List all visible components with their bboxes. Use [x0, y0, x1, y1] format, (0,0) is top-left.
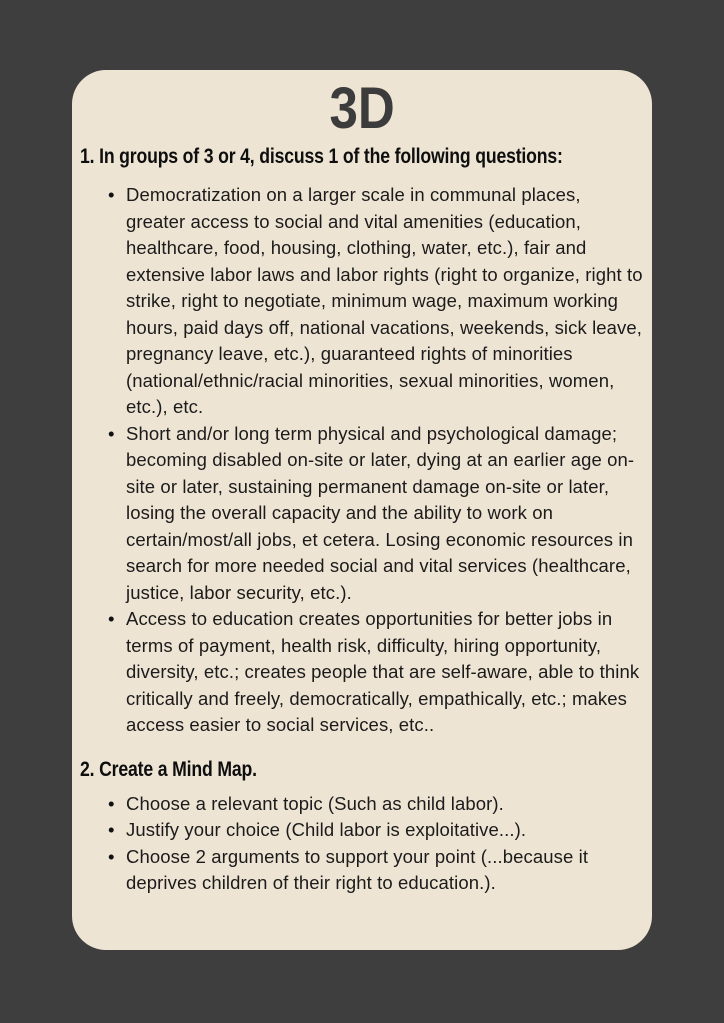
list-item: • Democratization on a larger scale in communal places, greater access to social and vital amenities (education, healthcare, food, housing, clothing, water, etc.), fair and extensive labor laws and labor rights (right to organize, right to strike, right to negotiate, minimum wage, maximum working hours, paid days off, national vacations, weekends, sick leave, pregnancy leave, etc.), guaranteed rights of minorities (national/ethnic/racial minorities, sexual minorities, women, etc.), etc.	[126, 182, 644, 421]
section-2-bullet-list	[80, 791, 644, 897]
section-1-heading	[80, 145, 644, 169]
list-item: • Choose 2 arguments to support your point (...because it deprives children of their right to education.).	[126, 844, 644, 897]
list-item: • Choose a relevant topic (Such as child labor).	[126, 791, 644, 818]
card-title	[80, 76, 644, 142]
list-item: • Access to education creates opportunities for better jobs in terms of payment, health risk, difficulty, hiring opportunity, diversity, etc.; creates people that are self-aware, able to think critically and freely, democratically, empathically, etc.; makes access easier to social services, etc..	[126, 606, 644, 739]
section-1-heading-text: 1. In groups of 3 or 4, discuss 1 of the following questions:	[80, 145, 563, 168]
section-2-heading-text: 2. Create a Mind Map.	[80, 757, 257, 781]
worksheet-card	[72, 70, 652, 950]
list-item: • Justify your choice (Child labor is exploitative...).	[126, 817, 644, 844]
card-title-text: 3D	[329, 76, 395, 141]
section-2-heading	[80, 758, 644, 782]
list-item: • Short and/or long term physical and psychological damage; becoming disabled on-site or later, dying at an earlier age on-site or later, sustaining permanent damage on-site or later, losing the overall capacity and the ability to work on certain/most/all jobs, et cetera. Losing economic resources in search for more needed social and vital services (healthcare, justice, labor security, etc.).	[126, 421, 644, 607]
section-1-bullet-list	[80, 182, 644, 739]
